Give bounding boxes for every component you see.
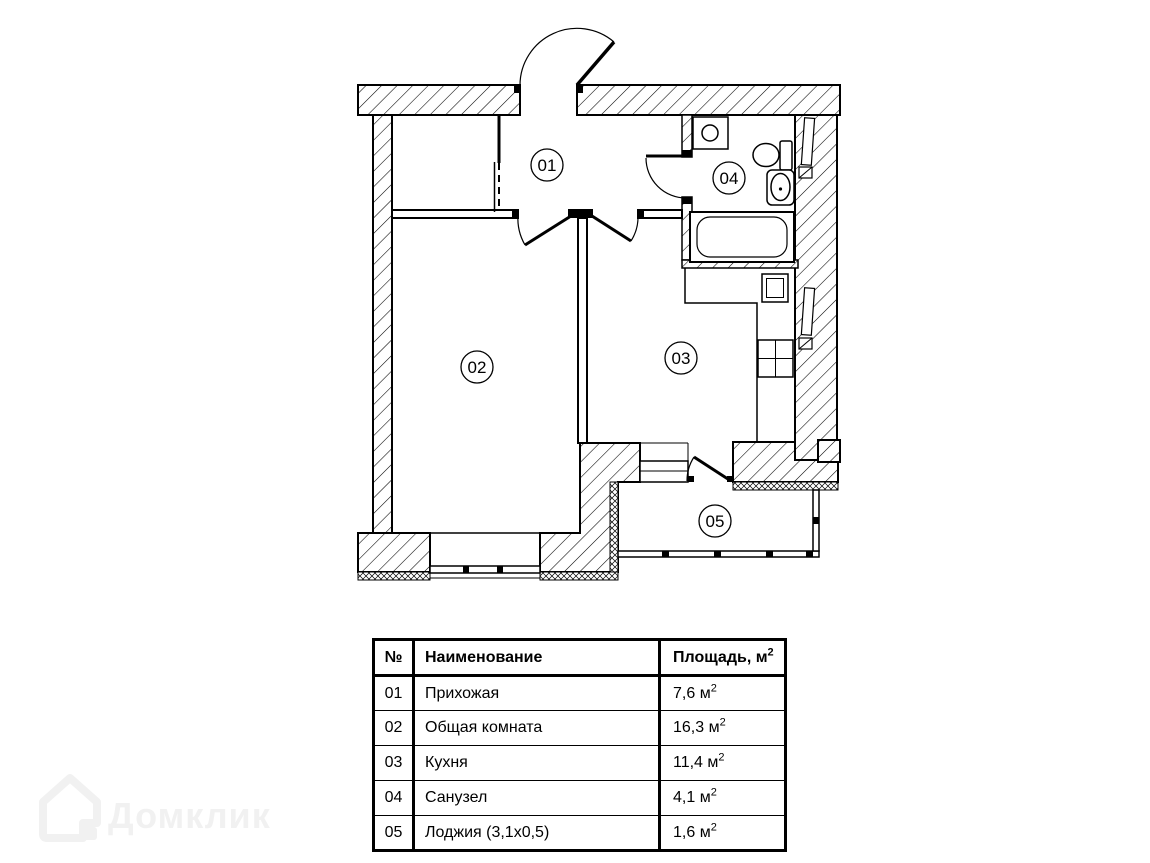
- room-label-05: [699, 505, 731, 537]
- table-row: [374, 676, 786, 711]
- stove: [758, 340, 793, 377]
- room-label-text: 03: [671, 349, 691, 368]
- kitchen-door-arc: [631, 215, 638, 241]
- room-label-text: 02: [467, 358, 487, 377]
- row-area: 16,3 $м^2$: [660, 711, 786, 746]
- row-area: 4,1 $м^2$: [660, 781, 786, 816]
- left-wall: [373, 115, 392, 533]
- bathtub: [690, 212, 794, 262]
- washing-machine: [693, 117, 728, 149]
- hall-kitchen-wall: [638, 210, 682, 218]
- row-area: 11,4 $м^2$: [660, 746, 786, 781]
- room-label-02: [461, 351, 493, 383]
- domclick-watermark: [26, 768, 296, 850]
- kitchen-fixtures: [685, 268, 795, 442]
- room-window: [430, 533, 540, 578]
- table-row: [374, 816, 786, 851]
- row-name: Кухня: [414, 746, 660, 781]
- top-wall-left: [358, 85, 520, 115]
- row-num: 04: [374, 781, 414, 816]
- row-num: 02: [374, 711, 414, 746]
- kitchen-door-leaf: [592, 216, 631, 241]
- domclick-house-icon: [43, 778, 97, 840]
- hall-closet-partition: [495, 115, 500, 212]
- room-label-04: [713, 162, 745, 194]
- table-row: [374, 746, 786, 781]
- bathroom-door: [646, 150, 692, 204]
- row-name: Лоджия (3,1х0,5): [414, 816, 660, 851]
- hall-room-wall: [392, 210, 518, 218]
- domclick-watermark-text: Домклик: [108, 795, 271, 836]
- room-label-01: [531, 149, 563, 181]
- bathroom-fixtures: [690, 117, 794, 262]
- insulation-loggia-left: [610, 482, 618, 572]
- row-name: Общая комната: [414, 711, 660, 746]
- row-num: 01: [374, 676, 414, 711]
- top-wall-right: [577, 85, 840, 115]
- bathroom-door-arc: [646, 158, 686, 198]
- row-num: 05: [374, 816, 414, 851]
- room-kitchen-divider: [578, 218, 587, 443]
- bottom-left-pier: [358, 533, 430, 572]
- row-area: 7,6 $м^2$: [660, 676, 786, 711]
- right-wall-bottom-block: [818, 440, 840, 462]
- row-area: 1,6 $м^2$: [660, 816, 786, 851]
- row-num: 03: [374, 746, 414, 781]
- toilet: [753, 141, 792, 170]
- area-table: [372, 638, 787, 852]
- room-label-text: 04: [719, 169, 739, 188]
- header-name: Наименование: [414, 640, 660, 676]
- balcony-door-leaf: [694, 457, 731, 481]
- row-name: Санузел: [414, 781, 660, 816]
- header-area: Площадь, $м^2$: [660, 640, 786, 676]
- row-name: Прихожая: [414, 676, 660, 711]
- insulation-loggia-top: [733, 482, 838, 490]
- door-post: [568, 209, 593, 218]
- insulation-bottom-right: [540, 572, 618, 580]
- sink: [767, 170, 794, 205]
- room-label-03: [665, 342, 697, 374]
- room-label-text: 01: [537, 156, 557, 175]
- entrance-door: [514, 28, 614, 93]
- kitchen-sink: [762, 274, 788, 302]
- header-num: №: [374, 640, 414, 676]
- entrance-door-leaf: [577, 42, 614, 85]
- room-door-arc: [518, 215, 525, 245]
- insulation-bottom-left: [358, 572, 430, 580]
- partitions: [392, 210, 682, 443]
- table-header-row: [374, 640, 786, 676]
- table-row: [374, 711, 786, 746]
- room-door-leaf: [525, 216, 571, 245]
- kitchen-door: [592, 210, 644, 241]
- table-row: [374, 781, 786, 816]
- room-label-text: 05: [705, 512, 725, 531]
